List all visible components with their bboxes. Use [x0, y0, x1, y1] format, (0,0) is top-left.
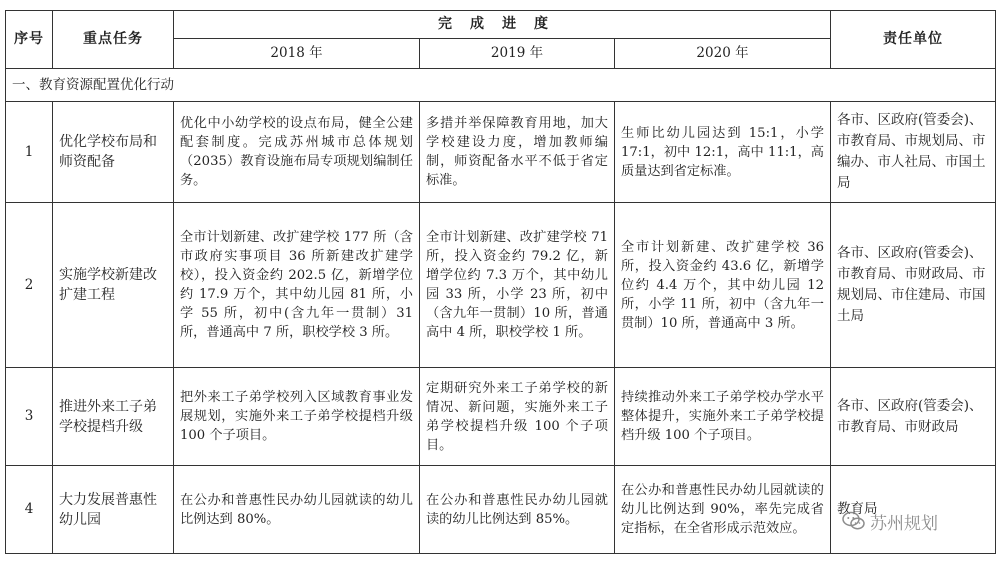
watermark-text: 苏州规划 — [870, 513, 938, 534]
progress-2018: 把外来工子弟学校列入区域教育事业发展规划，实施外来工子弟学校提档升级 100 个子项目。 — [174, 368, 420, 466]
section-row — [6, 69, 996, 102]
wechat-icon — [842, 511, 866, 531]
table-row — [6, 102, 996, 203]
progress-2020: 全市计划新建、改扩建学校 36 所，投入资金约 43.6 亿，新增学位约 4.4 万个，其中幼儿园 12 所，小学 11 所，初中（含九年一贯制）10 所，普通高中 3 所。 — [615, 203, 831, 368]
row-number: 1 — [6, 102, 53, 203]
watermark — [842, 506, 938, 536]
progress-2019: 全市计划新建、改扩建学校 71 所，投入资金约 79.2 亿，新增学位约 7.3 万个，其中幼儿园 33 所，小学 23 所，初中（含九年一贯制）10 所，普通高中 4 所，职校学校 1 所。 — [420, 203, 615, 368]
responsible-units: 教育局 — [831, 466, 996, 554]
progress-2019: 多措并举保障教育用地，加大学校建设力度，增加教师编制，师资配备水平不低于省定标准。 — [420, 102, 615, 203]
task-name: 大力发展普惠性幼儿园 — [53, 466, 174, 554]
row-number: 3 — [6, 368, 53, 466]
education-plan-table — [5, 10, 996, 554]
progress-2020: 在公办和普惠性民办幼儿园就读的幼儿比例达到 90%，率先完成省定指标，在全省形成示范效应。 — [615, 466, 831, 554]
responsible-units: 各市、区政府(管委会)、市教育局、市财政局、市规划局、市住建局、市国土局 — [831, 203, 996, 368]
header-task: 重点任务 — [53, 11, 174, 69]
progress-2020: 持续推动外来工子弟学校办学水平整体提升，实施外来工子弟学校提档升级 100 个子项目。 — [615, 368, 831, 466]
responsible-units: 各市、区政府(管委会)、市教育局、市财政局 — [831, 368, 996, 466]
responsible-units: 各市、区政府(管委会)、市教育局、市规划局、市编办、市人社局、市国土局 — [831, 102, 996, 203]
row-number: 4 — [6, 466, 53, 554]
section-title: 一、教育资源配置优化行动 — [6, 69, 996, 102]
header-seq: 序号 — [6, 11, 53, 69]
progress-2018: 优化中小幼学校的设点布局，健全公建配套制度。完成苏州城市总体规划（2035）教育设施布局专项规划编制任务。 — [174, 102, 420, 203]
progress-2019: 定期研究外来工子弟学校的新情况、新问题，实施外来工子弟学校提档升级 100 个子项目。 — [420, 368, 615, 466]
task-name: 实施学校新建改扩建工程 — [53, 203, 174, 368]
task-name: 优化学校布局和师资配备 — [53, 102, 174, 203]
progress-2018: 在公办和普惠性民办幼儿园就读的幼儿比例达到 80%。 — [174, 466, 420, 554]
table-row — [6, 368, 996, 466]
task-name: 推进外来工子弟学校提档升级 — [53, 368, 174, 466]
header-progress: 完成进度 — [174, 11, 831, 39]
header-year-2020: 2020 年 — [615, 39, 831, 69]
progress-2019: 在公办和普惠性民办幼儿园就读的幼儿比例达到 85%。 — [420, 466, 615, 554]
header-row-top — [6, 11, 996, 39]
row-number: 2 — [6, 203, 53, 368]
progress-2018: 全市计划新建、改扩建学校 177 所（含市政府实事项目 36 所新建改扩建学校），投入资金约 202.5 亿，新增学位约 17.9 万个，其中幼儿园 81 所，小学 55 所，初中(含九年一贯制）31 所，普通高中 7 所，职校学校 3 所。 — [174, 203, 420, 368]
progress-2020: 生师比幼儿园达到 15:1，小学 17:1，初中 12:1，高中 11:1，高质量达到省定标准。 — [615, 102, 831, 203]
header-year-2018: 2018 年 — [174, 39, 420, 69]
table-row — [6, 203, 996, 368]
header-year-2019: 2019 年 — [420, 39, 615, 69]
header-responsible: 责任单位 — [831, 11, 996, 69]
